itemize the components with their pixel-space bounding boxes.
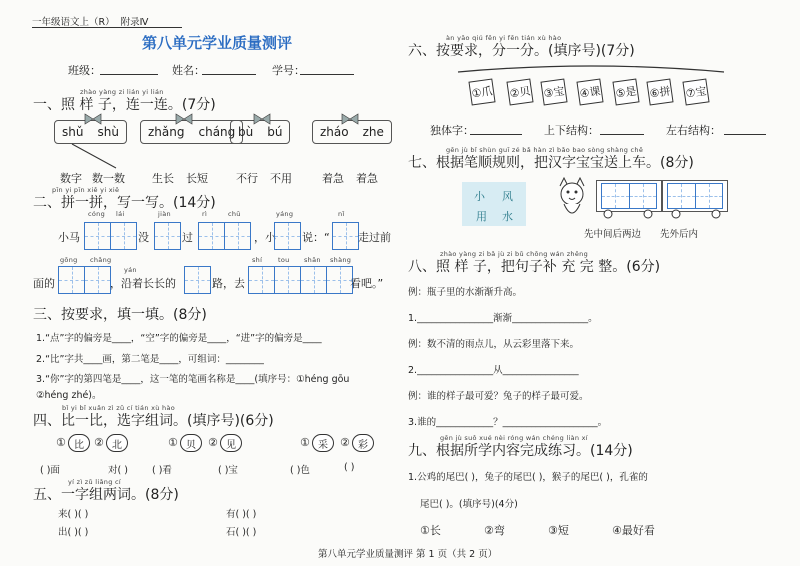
option-num: ② bbox=[94, 436, 104, 449]
answer-option[interactable]: ①长 bbox=[420, 524, 441, 537]
s7-pinyin: gēn jù bǐ shùn guī zé bǎ hàn zì bǎo bao sòng shàng chē bbox=[446, 146, 644, 154]
page-footer: 第八单元学业质量测评 第 1 页（共 2 页） bbox=[318, 549, 498, 560]
category-label: 独体字： bbox=[430, 124, 474, 137]
s2-title: 二、拼一拼，写一写。(14分) bbox=[33, 195, 216, 211]
snail-char[interactable]: 采 bbox=[312, 434, 334, 452]
blank[interactable]: ( )宝 bbox=[218, 465, 238, 476]
compound-row[interactable]: 出( )( ) bbox=[58, 527, 89, 538]
name-label: 姓名： bbox=[172, 64, 205, 77]
string-line bbox=[456, 62, 726, 78]
bow-icon bbox=[175, 113, 193, 125]
char-tag[interactable]: ②贝 bbox=[506, 78, 533, 105]
option-num: ② bbox=[340, 436, 350, 449]
s5-pinyin: yí zì zǔ liǎng cí bbox=[68, 478, 121, 486]
option-num: ① bbox=[300, 436, 310, 449]
py-shan: shān bbox=[304, 256, 321, 264]
word-8[interactable]: 着急 bbox=[356, 172, 378, 185]
char-tag[interactable]: ⑦宝 bbox=[682, 78, 709, 105]
example-sentence: 例：数不清的雨点儿，从云彩里落下来。 bbox=[408, 339, 580, 350]
option-num: ① bbox=[56, 436, 66, 449]
blank[interactable]: ( )看 bbox=[152, 465, 172, 476]
word-3[interactable]: 生长 bbox=[152, 172, 174, 185]
write-grid[interactable] bbox=[154, 222, 181, 250]
train-wheels bbox=[596, 208, 728, 220]
s4-title: 四、比一比，选字组词。(填序号)(6分) bbox=[33, 413, 274, 429]
answer-option[interactable]: ④最好看 bbox=[612, 524, 655, 537]
cat-icon bbox=[552, 176, 592, 222]
s2-text: 说：“ bbox=[302, 231, 330, 244]
s4-pinyin: bǐ yi bǐ xuǎn zì zǔ cí tián xù hào bbox=[62, 404, 176, 412]
word-5[interactable]: 不行 bbox=[236, 172, 258, 185]
py-shi: shí bbox=[252, 256, 263, 264]
write-grid[interactable] bbox=[248, 266, 353, 294]
s2-text: 小马 bbox=[58, 231, 80, 244]
s2-text: 路，去 bbox=[212, 277, 245, 290]
write-grid[interactable] bbox=[84, 222, 137, 250]
blank[interactable]: 对( ) bbox=[108, 465, 128, 476]
snail-char[interactable]: 比 bbox=[68, 434, 90, 452]
s5-title: 五、一字组两词。(8分) bbox=[33, 487, 179, 503]
py-lai: lái bbox=[116, 210, 125, 218]
word-2[interactable]: 数一数 bbox=[92, 172, 125, 185]
blank[interactable]: ( )色 bbox=[290, 465, 310, 476]
s9-title: 九、根据所学内容完成练习。(14分) bbox=[408, 443, 633, 459]
pair-shu: shǔ shù bbox=[54, 120, 127, 144]
char-card bbox=[462, 182, 526, 226]
fill-sentence[interactable]: 3.谁的____________？____________________。 bbox=[408, 417, 608, 428]
word-6[interactable]: 不用 bbox=[270, 172, 292, 185]
s8-title: 八、照 样 子，把句子补 充 完 整。(6分) bbox=[408, 259, 661, 275]
py-shang: shàng bbox=[330, 256, 352, 264]
s2-text: 没 bbox=[138, 231, 149, 244]
snail-char[interactable]: 贝 bbox=[180, 434, 202, 452]
s3-title: 三、按要求，填一填。(8分) bbox=[33, 307, 207, 323]
write-grid[interactable] bbox=[332, 222, 359, 250]
write-grid[interactable] bbox=[198, 222, 251, 250]
char-tag[interactable]: ④课 bbox=[576, 78, 603, 105]
s3-q2: 2.“比”字共____画，第二笔是____，可组词：________ bbox=[36, 354, 264, 365]
char-tag[interactable]: ①爪 bbox=[468, 78, 495, 105]
fill-sentence[interactable]: 1.________________渐渐________________。 bbox=[408, 313, 598, 324]
train-label: 先外后内 bbox=[660, 229, 699, 240]
s3-q3b: ②héng zhé)。 bbox=[36, 390, 102, 401]
s2-text: 过 bbox=[182, 231, 193, 244]
compound-row[interactable]: 来( )( ) bbox=[58, 509, 89, 520]
s6-pinyin: àn yāo qiú fēn yi fēn tián xù hào bbox=[446, 34, 562, 42]
py-yang: yáng bbox=[276, 210, 294, 218]
py-cong: cóng bbox=[88, 210, 105, 218]
category-label: 左右结构： bbox=[666, 124, 721, 137]
py-ni: nǐ bbox=[338, 210, 345, 218]
char-tag[interactable]: ③宝 bbox=[540, 78, 567, 105]
category-field[interactable] bbox=[470, 134, 522, 135]
blank[interactable]: ( )面 bbox=[40, 465, 60, 476]
snail-char[interactable]: 北 bbox=[106, 434, 128, 452]
s3-q3: 3.“你”字的第四笔是____，这一笔的笔画名称是____(填序号：①héng gōu bbox=[36, 374, 350, 385]
py-chang: chǎng bbox=[90, 256, 112, 264]
s9-pinyin: gēn jù suǒ xué nèi róng wán chéng liàn xí bbox=[440, 434, 588, 442]
option-num: ① bbox=[168, 436, 178, 449]
char-yong: 用 bbox=[476, 210, 487, 223]
char-tag[interactable]: ⑤是 bbox=[612, 78, 639, 105]
py-jian: jiàn bbox=[158, 210, 171, 218]
pair-zhao: zháo zhe bbox=[312, 120, 392, 144]
s1-title: 一、照 样 子，连一连。(7分) bbox=[33, 97, 216, 113]
question-text[interactable]: 尾巴( )。(填序号)(4分) bbox=[420, 499, 518, 510]
char-xiao: 小 bbox=[474, 190, 485, 203]
py-chu: chū bbox=[228, 210, 241, 218]
word-4[interactable]: 长短 bbox=[186, 172, 208, 185]
word-1[interactable]: 数字 bbox=[60, 172, 82, 185]
s3-q1: 1.“点”字的偏旁是____，“空”字的偏旁是____，“进”字的偏旁是____ bbox=[36, 333, 322, 344]
id-field[interactable] bbox=[300, 74, 354, 75]
category-field[interactable] bbox=[600, 134, 644, 135]
train-label: 先中间后两边 bbox=[584, 229, 642, 240]
snail-char[interactable]: 彩 bbox=[352, 434, 374, 452]
compound-row[interactable]: 有( )( ) bbox=[226, 509, 257, 520]
s2-pinyin: pīn yi pīn xiě yi xiě bbox=[52, 186, 120, 194]
page-title: 第八单元学业质量测评 bbox=[142, 34, 293, 52]
bow-icon bbox=[341, 113, 359, 125]
py-gong: gōng bbox=[60, 256, 78, 264]
class-label: 班级： bbox=[68, 64, 101, 77]
class-field[interactable] bbox=[100, 74, 158, 75]
s2-text: 走过前 bbox=[358, 231, 391, 244]
answer-option[interactable]: ③短 bbox=[548, 524, 569, 537]
bow-icon bbox=[253, 113, 271, 125]
header-rule bbox=[32, 27, 182, 28]
char-tag[interactable]: ⑥拼 bbox=[646, 78, 673, 105]
category-field[interactable] bbox=[724, 134, 766, 135]
py-ri: rì bbox=[202, 210, 208, 218]
category-label: 上下结构： bbox=[544, 124, 599, 137]
bow-icon bbox=[84, 113, 102, 125]
snail-char[interactable]: 见 bbox=[220, 434, 242, 452]
answer-option[interactable]: ②弯 bbox=[484, 524, 505, 537]
s6-title: 六、按要求，分一分。(填序号)(7分) bbox=[408, 43, 635, 59]
s7-title: 七、根据笔顺规则，把汉字宝宝送上车。(8分) bbox=[408, 155, 694, 171]
id-label: 学号： bbox=[272, 64, 305, 77]
connector-line bbox=[70, 142, 120, 172]
py-yan: yán bbox=[124, 266, 137, 274]
pair-zhang: zhǎng cháng bbox=[140, 120, 243, 144]
name-field[interactable] bbox=[202, 74, 256, 75]
word-7[interactable]: 着急 bbox=[322, 172, 344, 185]
s2-text: 面的 bbox=[33, 277, 55, 290]
compound-row[interactable]: 石( )( ) bbox=[226, 527, 257, 538]
char-shui: 水 bbox=[502, 210, 513, 223]
s8-pinyin: zhào yàng zi bǎ jù zi bǔ chōng wán zhěng bbox=[440, 250, 588, 258]
header-book: 一年级语文上（R） 附录Ⅳ bbox=[32, 17, 149, 28]
question-text[interactable]: 1.公鸡的尾巴( )，兔子的尾巴( )，猴子的尾巴( )，孔雀的 bbox=[408, 472, 648, 483]
blank[interactable]: ( ) bbox=[344, 462, 355, 473]
s2-text: ，沿着长长的 bbox=[110, 277, 176, 290]
pair-bu: bù bú bbox=[230, 120, 290, 144]
write-grid[interactable] bbox=[274, 222, 301, 250]
char-feng: 风 bbox=[502, 190, 513, 203]
example-sentence: 例：谁的样子最可爱？兔子的样子最可爱。 bbox=[408, 391, 589, 402]
s2-text: ，小 bbox=[254, 231, 276, 244]
option-num: ② bbox=[208, 436, 218, 449]
py-tou: tou bbox=[278, 256, 290, 264]
s1-pinyin: zhào yàng zi lián yi lián bbox=[80, 88, 164, 96]
s2-text: 看吧。” bbox=[350, 277, 384, 290]
fill-sentence[interactable]: 2.________________从________________ bbox=[408, 365, 579, 376]
write-grid[interactable] bbox=[184, 266, 211, 294]
write-grid[interactable] bbox=[58, 266, 111, 294]
example-sentence: 例：瓶子里的水渐渐升高。 bbox=[408, 287, 523, 298]
